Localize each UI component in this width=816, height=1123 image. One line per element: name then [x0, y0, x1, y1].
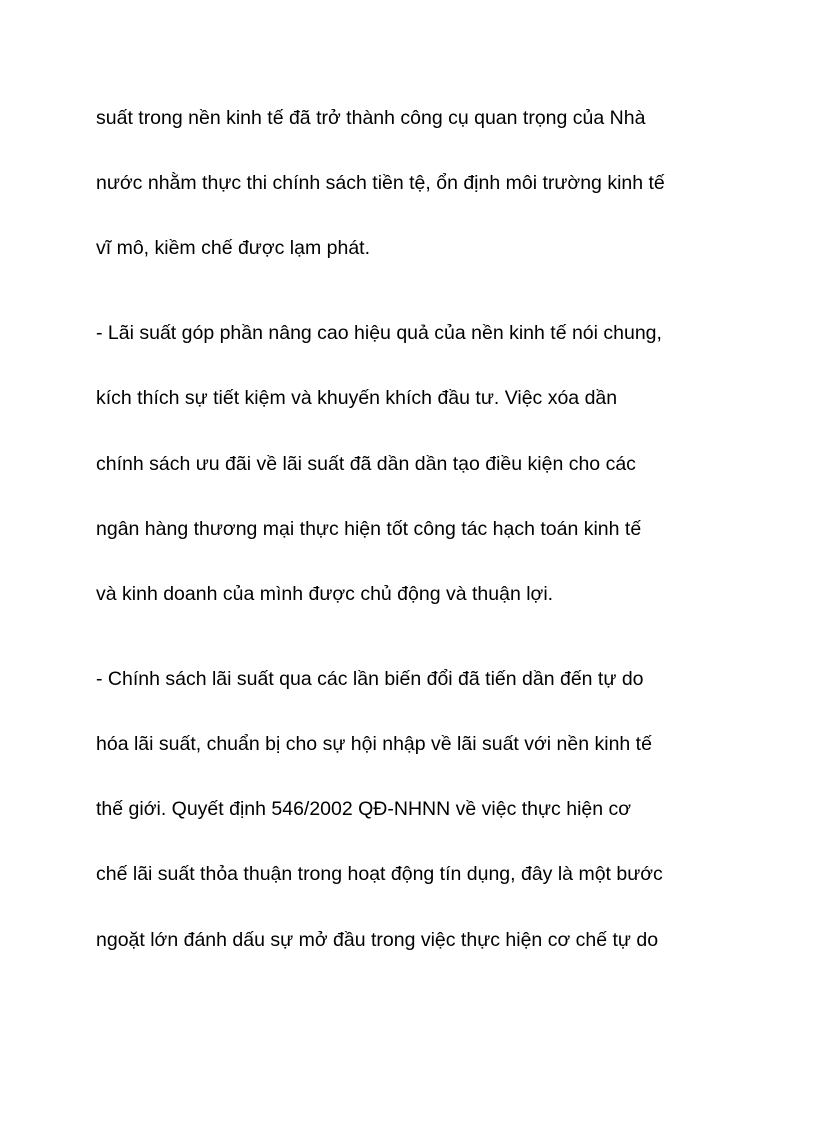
- paragraph-line: suất trong nền kinh tế đã trở thành công cụ quan trọng của Nhà: [96, 107, 646, 129]
- paragraph-line: - Lãi suất góp phần nâng cao hiệu quả của nền kinh tế nói chung,: [96, 322, 662, 344]
- paragraph-line: kích thích sự tiết kiệm và khuyến khích đầu tư. Việc xóa dần: [96, 387, 618, 409]
- paragraph-line: thế giới. Quyết định 546/2002 QĐ-NHNN về việc thực hiện cơ: [96, 798, 632, 820]
- paragraph-line: vĩ mô, kiềm chế được lạm phát.: [96, 237, 371, 259]
- paragraph-line: nước nhằm thực thi chính sách tiền tệ, ổn định môi trường kinh tế: [96, 172, 665, 194]
- paragraph-line: hóa lãi suất, chuẩn bị cho sự hội nhập về lãi suất với nền kinh tế: [96, 733, 652, 755]
- paragraph-line: chế lãi suất thỏa thuận trong hoạt động tín dụng, đây là một bước: [96, 863, 663, 885]
- paragraph-line: - Chính sách lãi suất qua các lần biến đổi đã tiến dần đến tự do: [96, 668, 644, 690]
- paragraph-line: chính sách ưu đãi về lãi suất đã dần dần tạo điều kiện cho các: [96, 453, 636, 475]
- paragraph-line: ngoặt lớn đánh dấu sự mở đầu trong việc thực hiện cơ chế tự do: [96, 929, 659, 951]
- paragraph-line: ngân hàng thương mại thực hiện tốt công tác hạch toán kinh tế: [96, 518, 642, 540]
- paragraph-line: và kinh doanh của mình được chủ động và thuận lợi.: [96, 583, 554, 605]
